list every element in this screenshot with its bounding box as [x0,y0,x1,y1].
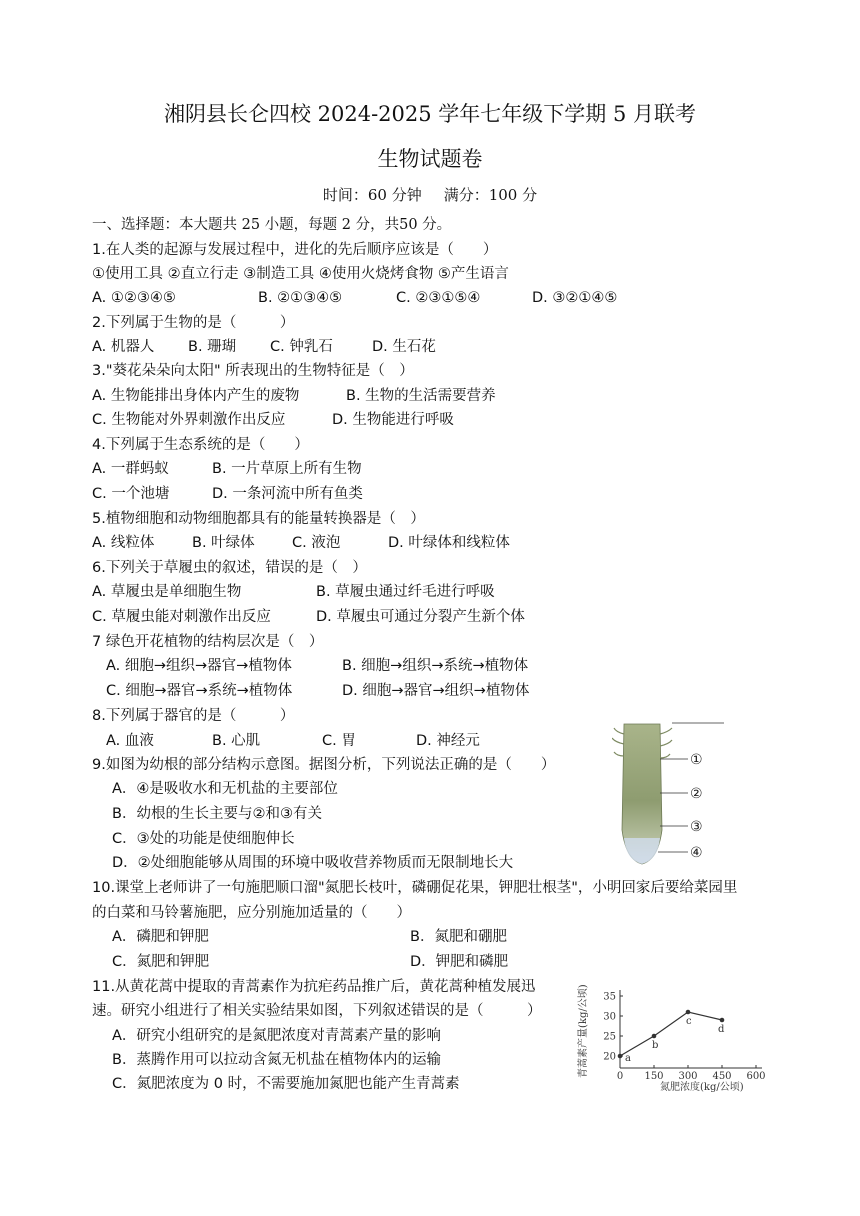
chart-xlabel: 氮肥浓度(kg/公顷) [660,1082,744,1093]
q6-option-b: B. 草履虫通过纤毛进行呼吸 [316,584,495,600]
q4-option-d: D. 一条河流中所有鱼类 [212,486,363,502]
q2-option-a: A. 机器人 [92,339,155,355]
root-label-2: ② [690,786,703,802]
chart-series [618,1010,725,1064]
q1-option-b: B. ②①③④⑤ [258,290,343,306]
q6-option-d: D. 草履虫可通过分裂产生新个体 [316,609,525,625]
q9-stem: 9.如图为幼根的部分结构示意图。据图分析，下列说法正确的是（ ） [92,757,556,773]
y-tick-label: 25 [603,1031,616,1043]
q9-option-a: A．④是吸收水和无机盐的主要部位 [112,781,338,797]
exam-score: 满分：100 分 [443,186,538,204]
q5-option-b: B. 叶绿体 [192,535,255,551]
q2-option-c: C. 钟乳石 [270,339,333,355]
y-tick-label: 20 [603,1051,616,1063]
root-cap [624,838,660,864]
q5-option-d: D. 叶绿体和线粒体 [388,535,510,551]
x-tick-label: 150 [644,1071,664,1082]
q5-option-c: C. 液泡 [292,535,341,551]
q8-option-a: A. 血液 [106,733,154,749]
q11-option-b: B．蒸腾作用可以拉动含氮无机盐在植物体内的运输 [112,1052,441,1068]
data-point [652,1034,657,1039]
q11-stem-1: 11.从黄花蒿中提取的青蒿素作为抗疟药品推广后，黄花蒿种植发展迅 [92,979,536,995]
y-tick-label: 30 [603,1011,616,1023]
q6-stem: 6.下列关于草履虫的叙述，错误的是（ ） [92,560,367,576]
q5-stem: 5.植物细胞和动物细胞都具有的能量转换器是（ ） [92,511,425,527]
q10-option-c: C．氮肥和钾肥 [112,954,210,970]
q10-option-b: B．氮肥和硼肥 [410,929,507,945]
q1-items: ①使用工具 ②直立行走 ③制造工具 ④使用火烧烤食物 ⑤产生语言 [92,266,509,282]
q10-stem-2: 的白菜和马铃薯施肥，应分别施加适量的（ ） [92,905,411,921]
section-heading: 一、选择题：本大题共 25 小题，每题 2 分，共50 分。 [92,217,452,233]
q5-option-a: A. 线粒体 [92,535,155,551]
q7-option-d: D. 细胞→器官→组织→植物体 [342,683,530,699]
q2-stem: 2.下列属于生物的是（ ） [92,315,295,331]
q7-option-c: C. 细胞→器官→系统→植物体 [106,683,293,699]
q1-option-d: D. ③②①④⑤ [532,290,618,306]
data-point [720,1018,725,1023]
q9-option-d: D．②处细胞能够从周围的环境中吸收营养物质而无限制地长大 [112,855,514,871]
chart-ylabel: 青蒿素产量(kg/公顷) [578,984,589,1078]
q3-option-d: D. 生物能进行呼吸 [332,412,454,428]
exam-subtitle: 生物试题卷 [377,147,483,171]
exam-title: 湘阴县长仑四校 2024-2025 学年七年级下学期 5 月联考 [163,102,697,126]
exam-time: 时间：60 分钟 [322,186,422,204]
q7-option-b: B. 细胞→组织→系统→植物体 [342,658,529,674]
q7-option-a: A. 细胞→组织→器官→植物体 [106,658,292,674]
q6-option-c: C. 草履虫能对刺激作出反应 [92,609,271,625]
point-label: b [652,1040,659,1051]
chart-axes [620,990,762,1068]
q10-stem-1: 10.课堂上老师讲了一句施肥顺口溜"氮肥长枝叶，磷硼促花果，钾肥壮根茎"，小明回家后要给菜园里 [92,880,738,896]
q8-option-d: D. 神经元 [416,733,480,749]
point-label: a [625,1053,631,1064]
q9-option-c: C．③处的功能是使细胞伸长 [112,831,295,847]
point-label: d [718,1024,725,1035]
q8-option-b: B. 心肌 [212,733,261,749]
x-tick-label: 300 [678,1071,698,1082]
y-tick-label: 35 [603,991,616,1003]
q9-option-b: B．幼根的生长主要与②和③有关 [112,806,322,822]
q10-option-d: D．钾肥和磷肥 [410,954,509,970]
exam-time-score [0,184,860,205]
artemisinin-chart [574,966,774,1096]
q8-stem: 8.下列属于器官的是（ ） [92,708,295,724]
q11-option-a: A．研究小组研究的是氮肥浓度对青蒿素产量的影响 [112,1028,441,1044]
data-point [618,1054,623,1059]
q3-option-c: C. 生物能对外界刺激作出反应 [92,412,286,428]
q10-option-a: A．磷肥和钾肥 [112,929,209,945]
q4-option-a: A. 一群蚂蚁 [92,461,169,477]
q7-stem: 7 绿色开花植物的结构层次是（ ） [92,634,324,650]
q4-option-b: B. 一片草原上所有生物 [212,461,362,477]
x-tick-label: 600 [746,1071,766,1082]
q3-option-a: A. 生物能排出身体内产生的废物 [92,388,300,404]
q1-stem: 1.在人类的起源与发展过程中，进化的先后顺序应该是（ ） [92,242,498,258]
point-label: c [686,1016,692,1027]
x-tick-label: 450 [712,1071,732,1082]
q1-option-c: C. ②③①⑤④ [396,290,481,306]
root-label-1: ① [690,752,703,768]
q3-stem: 3."葵花朵朵向太阳" 所表现出的生物特征是（ ） [92,363,414,379]
q11-option-c: C．氮肥浓度为 0 时，不需要施加氮肥也能产生青蒿素 [112,1076,460,1092]
root-label-3: ③ [690,819,703,835]
q6-option-a: A. 草履虫是单细胞生物 [92,584,242,600]
root-structure-figure [612,720,724,866]
q4-stem: 4.下列属于生态系统的是（ ） [92,437,309,453]
data-point [686,1010,691,1015]
x-tick-label: 0 [616,1071,624,1082]
root-label-4: ④ [690,845,703,861]
q1-option-a: A. ①②③④⑤ [92,290,176,306]
q11-stem-2: 速。研究小组进行了相关实验结果如图，下列叙述错误的是（ ） [92,1003,542,1019]
q3-option-b: B. 生物的生活需要营养 [346,388,496,404]
q8-option-c: C. 胃 [322,733,356,749]
q4-option-c: C. 一个池塘 [92,486,170,502]
q2-option-b: B. 珊瑚 [188,339,237,355]
q2-option-d: D. 生石花 [372,339,436,355]
series-line [620,1012,722,1056]
